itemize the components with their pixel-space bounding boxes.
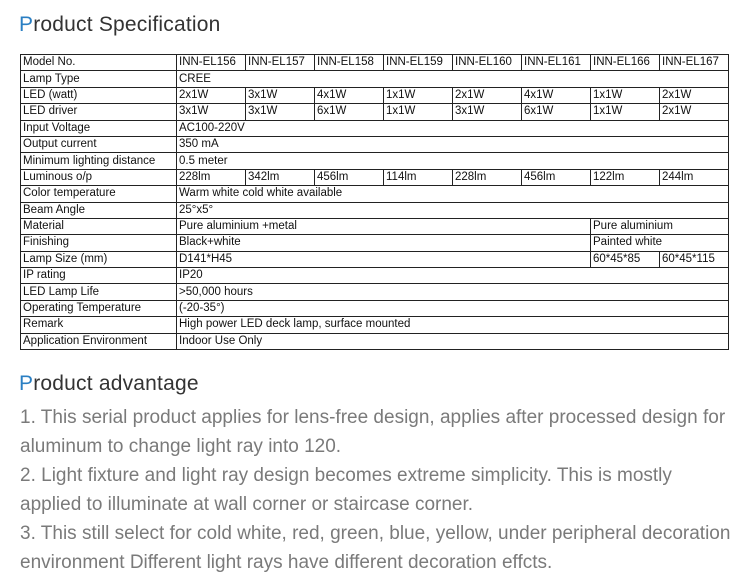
table-cell: 122lm	[591, 169, 660, 185]
table-cell: 2x1W	[453, 87, 522, 103]
table-cell: 244lm	[660, 169, 729, 185]
table-cell: 3x1W	[246, 104, 315, 120]
row-label: LED Lamp Life	[21, 284, 177, 300]
table-cell: 6x1W	[522, 104, 591, 120]
table-row	[21, 136, 729, 152]
table-cell: INN-EL167	[660, 55, 729, 71]
product-specification-heading	[19, 13, 221, 37]
row-label: Luminous o/p	[21, 169, 177, 185]
row-label: Input Voltage	[21, 120, 177, 136]
row-label: Lamp Type	[21, 71, 177, 87]
table-row	[21, 153, 729, 169]
table-cell: INN-EL160	[453, 55, 522, 71]
table-cell: INN-EL156	[177, 55, 246, 71]
table-cell: 228lm	[453, 169, 522, 185]
table-cell: Warm white cold white available	[177, 186, 729, 202]
heading-text: roduct Specification	[33, 13, 221, 36]
table-cell: 4x1W	[315, 87, 384, 103]
table-cell: Pure aluminium	[591, 218, 729, 234]
table-cell: 2x1W	[177, 87, 246, 103]
table-cell: >50,000 hours	[177, 284, 729, 300]
table-cell: (-20-35°)	[177, 300, 729, 316]
table-cell: 228lm	[177, 169, 246, 185]
heading-text: roduct advantage	[33, 372, 199, 395]
row-label: Lamp Size (mm)	[21, 251, 177, 267]
row-label: Application Environment	[21, 333, 177, 349]
row-label: Finishing	[21, 235, 177, 251]
table-cell: 2x1W	[660, 87, 729, 103]
table-row	[21, 104, 729, 120]
table-cell: 1x1W	[591, 87, 660, 103]
product-advantage-heading	[19, 372, 199, 396]
row-label: Operating Temperature	[21, 300, 177, 316]
row-label: Output current	[21, 136, 177, 152]
table-row	[21, 120, 729, 136]
table-cell: 114lm	[384, 169, 453, 185]
table-cell: 456lm	[522, 169, 591, 185]
table-row	[21, 235, 729, 251]
heading-initial: P	[19, 13, 34, 36]
table-cell: 6x1W	[315, 104, 384, 120]
table-cell: 1x1W	[591, 104, 660, 120]
table-cell: INN-EL157	[246, 55, 315, 71]
table-cell: INN-EL159	[384, 55, 453, 71]
table-cell: 1x1W	[384, 87, 453, 103]
table-row	[21, 284, 729, 300]
table-row	[21, 55, 729, 71]
table-cell: 3x1W	[246, 87, 315, 103]
table-row	[21, 218, 729, 234]
table-row	[21, 202, 729, 218]
advantage-item: 2. Light fixture and light ray design becomes extreme simplicity. This is mostly applied to illuminate at wall corner or staircase corner.	[20, 465, 672, 515]
row-label: Material	[21, 218, 177, 234]
table-cell: 350 mA	[177, 136, 729, 152]
table-cell: Painted white	[591, 235, 729, 251]
table-cell: INN-EL158	[315, 55, 384, 71]
table-cell: INN-EL166	[591, 55, 660, 71]
table-cell: 3x1W	[177, 104, 246, 120]
table-cell: 3x1W	[453, 104, 522, 120]
row-label: IP rating	[21, 268, 177, 284]
table-row	[21, 300, 729, 316]
heading-initial: P	[19, 372, 34, 395]
table-cell: 0.5 meter	[177, 153, 729, 169]
row-label: Beam Angle	[21, 202, 177, 218]
specification-table	[20, 54, 729, 350]
table-cell: IP20	[177, 268, 729, 284]
advantage-item: 1. This serial product applies for lens-free design, applies after processed design for aluminum to change light ray into 120.	[20, 407, 726, 457]
table-cell: 1x1W	[384, 104, 453, 120]
advantage-item: 3. This still select for cold white, red, green, blue, yellow, under peripheral decoration environment Different light rays have different decoration effcts.	[20, 523, 731, 573]
table-cell: Indoor Use Only	[177, 333, 729, 349]
table-cell: 342lm	[246, 169, 315, 185]
advantage-list	[20, 403, 732, 577]
row-label: Remark	[21, 317, 177, 333]
row-label: Minimum lighting distance	[21, 153, 177, 169]
table-cell: Black+white	[177, 235, 591, 251]
row-label: LED (watt)	[21, 87, 177, 103]
row-label: Model No.	[21, 55, 177, 71]
table-cell: Pure aluminium +metal	[177, 218, 591, 234]
table-row	[21, 317, 729, 333]
table-cell: 60*45*115	[660, 251, 729, 267]
table-cell: High power LED deck lamp, surface mounted	[177, 317, 729, 333]
table-row	[21, 186, 729, 202]
table-row	[21, 87, 729, 103]
table-cell: D141*H45	[177, 251, 591, 267]
table-cell: CREE	[177, 71, 729, 87]
table-row	[21, 333, 729, 349]
table-cell: 60*45*85	[591, 251, 660, 267]
table-cell: AC100-220V	[177, 120, 729, 136]
table-cell: 25°x5°	[177, 202, 729, 218]
table-row	[21, 268, 729, 284]
table-row	[21, 251, 729, 267]
row-label: LED driver	[21, 104, 177, 120]
row-label: Color temperature	[21, 186, 177, 202]
table-cell: 2x1W	[660, 104, 729, 120]
table-row	[21, 169, 729, 185]
table-cell: INN-EL161	[522, 55, 591, 71]
table-cell: 456lm	[315, 169, 384, 185]
table-cell: 4x1W	[522, 87, 591, 103]
table-row	[21, 71, 729, 87]
